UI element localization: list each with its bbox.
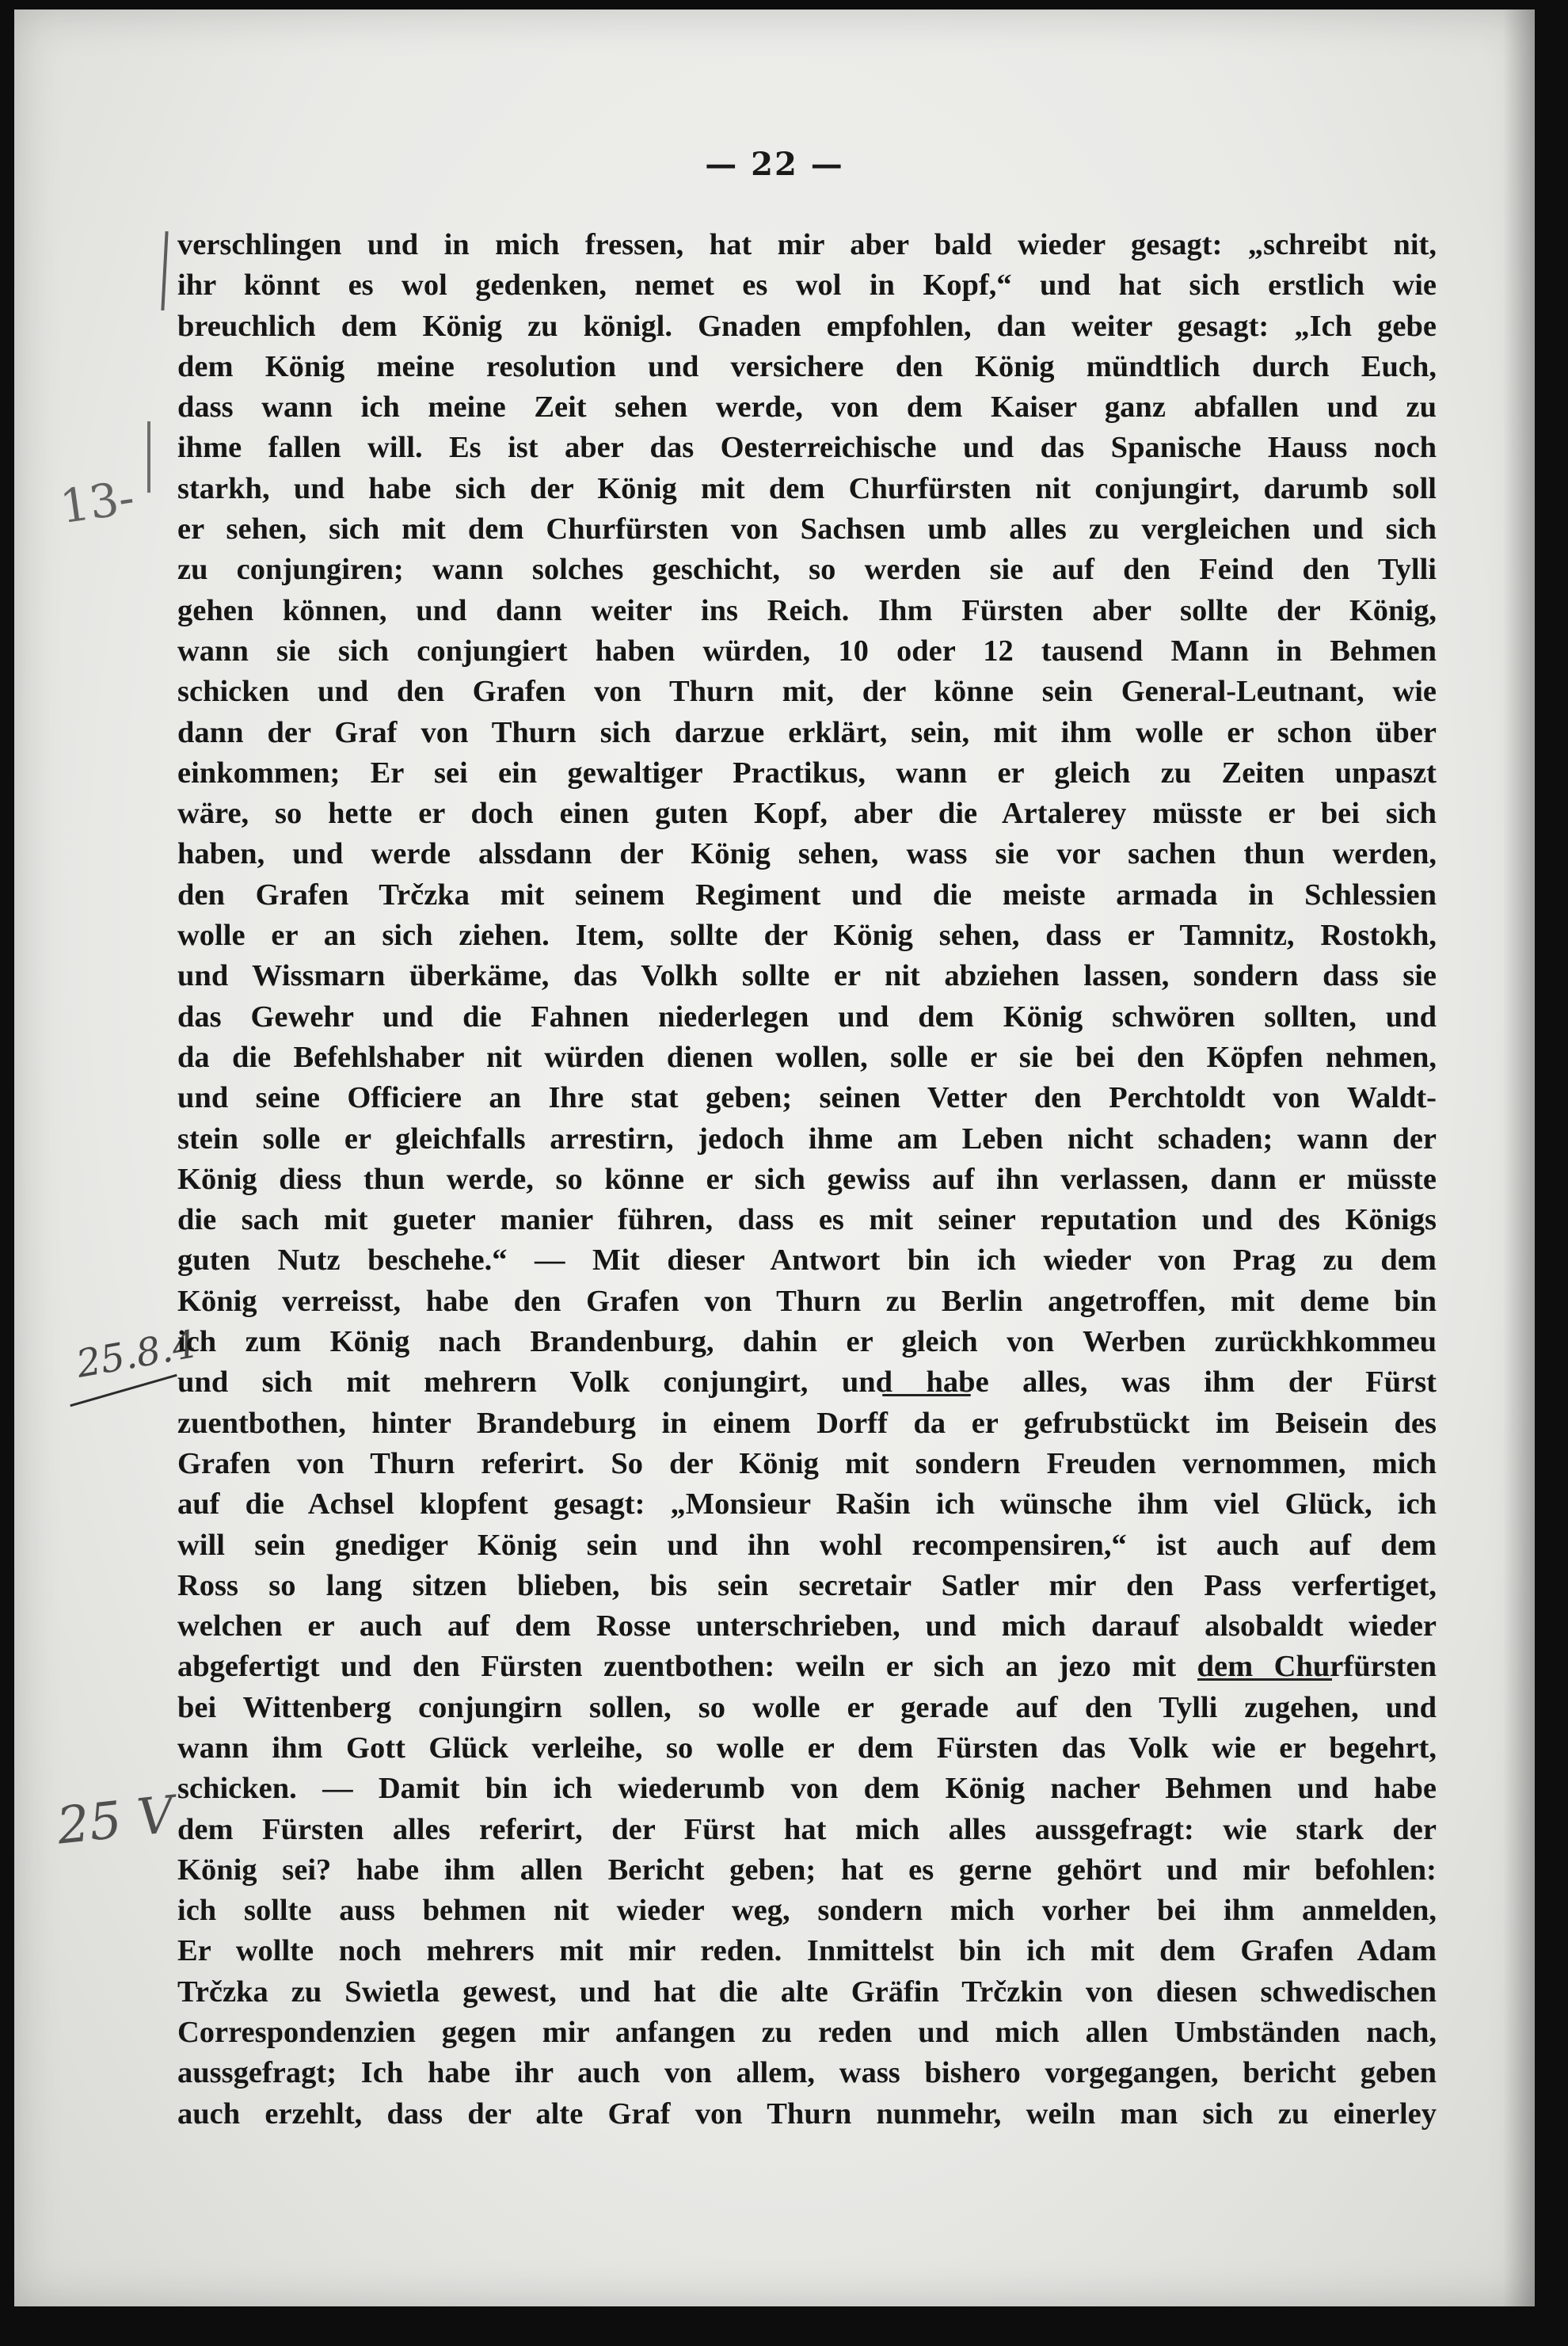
text-line: wolle er an sich ziehen. Item, sollte der König sehen, dass er Tamnitz, Rostokh, xyxy=(177,919,1437,953)
text-line: aussgefragt; Ich habe ihr auch von allem, wass bishero vorgegangen, bericht geben xyxy=(177,2056,1437,2090)
text-line: breuchlich dem König zu königl. Gnaden empfohlen, dan weiter gesagt: „Ich gebe xyxy=(177,309,1437,343)
text-line: und seine Officiere an Ihre stat geben; seinen Vetter den Perchtoldt von Waldt- xyxy=(177,1081,1437,1115)
text-line: Trčzka zu Swietla gewest, und hat die alte Gräfin Trčzkin von diesen schwedischen xyxy=(177,1975,1437,2009)
text-line: das Gewehr und die Fahnen niederlegen und dem König schwören sollten, und xyxy=(177,1000,1437,1034)
margin-annotation-x: 25 V xyxy=(54,1785,177,1857)
text-line: auch erzehlt, dass der alte Graf von Thurn nunmehr, weiln man sich zu einerley xyxy=(177,2097,1437,2131)
text-line: wäre, so hette er doch einen guten Kopf, aber die Artalerey müsste er bei sich xyxy=(177,797,1437,831)
margin-annotation-2584: 25.8.4 xyxy=(73,1322,200,1387)
text-line: starkh, und habe sich der König mit dem Churfürsten nit conjungirt, darumb soll xyxy=(177,471,1437,505)
text-line: König verreisst, habe den Grafen von Thurn zu Berlin angetroffen, mit deme bin xyxy=(177,1284,1437,1318)
body-text xyxy=(177,225,1437,2135)
text-line: welchen er auch auf dem Rosse unterschrieben, und mich darauf alsobaldt wieder xyxy=(177,1609,1437,1643)
text-line: haben, und werde alssdann der König sehen, wass sie vor sachen thun werden, xyxy=(177,837,1437,871)
text-line: Er wollte noch mehrers mit mir reden. Inmittelst bin ich mit dem Grafen Adam xyxy=(177,1934,1437,1968)
text-line: Grafen von Thurn referirt. So der König mit sondern Freuden vernommen, mich xyxy=(177,1446,1437,1480)
text-line: dann der Graf von Thurn sich darzue erklärt, sein, mit ihm wolle er schon über xyxy=(177,715,1437,749)
text-line: zuentbothen, hinter Brandeburg in einem Dorff da er gefrubstückt im Beisein des xyxy=(177,1406,1437,1440)
text-line: er sehen, sich mit dem Churfürsten von Sachsen umb alles zu vergleichen und sich xyxy=(177,512,1437,547)
text-line: die sach mit gueter manier führen, dass es mit seiner reputation und des Königs xyxy=(177,1203,1437,1237)
book-page xyxy=(14,10,1535,2306)
text-line: will sein gnediger König sein und ihn wohl recompensiren,“ ist auch auf dem xyxy=(177,1528,1437,1562)
text-line: dem König meine resolution und versichere den König mündtlich durch Euch, xyxy=(177,349,1437,383)
text-line: den Grafen Trčzka mit seinem Regiment und die meiste armada in Schlessien xyxy=(177,878,1437,912)
text-line: König diess thun werde, so könne er sich gewiss auf ihn verlassen, dann er müsste xyxy=(177,1162,1437,1196)
text-line: dem Fürsten alles referirt, der Fürst hat mich alles aussgefragt: wie stark der xyxy=(177,1812,1437,1846)
text-line: abgefertigt und den Fürsten zuentbothen: weiln er sich an jezo mit dem Churfürsten xyxy=(177,1650,1437,1684)
text-line: schicken. — Damit bin ich wiederumb von dem König nacher Behmen und habe xyxy=(177,1772,1437,1806)
text-line: Ross so lang sitzen blieben, bis sein secretair Satler mir den Pass verfertiget, xyxy=(177,1568,1437,1602)
text-line: verschlingen und in mich fressen, hat mir aber bald wieder gesagt: „schreibt nit, xyxy=(177,228,1437,261)
text-line: stein solle er gleichfalls arrestirn, jedoch ihme am Leben nicht schaden; wann der xyxy=(177,1122,1437,1156)
text-line: einkommen; Er sei ein gewaltiger Practikus, wann er gleich zu Zeiten unpaszt xyxy=(177,756,1437,790)
text-line: ich zum König nach Brandenburg, dahin er gleich von Werben zurückhkommeu xyxy=(177,1325,1437,1359)
text-line: bei Wittenberg conjungirn sollen, so wolle er gerade auf den Tylli zugehen, und xyxy=(177,1690,1437,1724)
page-edge-shadow xyxy=(1503,10,1535,2306)
text-line: gehen können, und dann weiter ins Reich. Ihm Fürsten aber sollte der König, xyxy=(177,593,1437,627)
text-line: ihr könnt es wol gedenken, nemet es wol in Kopf,“ und hat sich erstlich wie xyxy=(177,268,1437,303)
text-line: ich sollte auss behmen nit wieder weg, sondern mich vorher bei ihm anmelden, xyxy=(177,1894,1437,1928)
text-line: da die Befehlshaber nit würden dienen wollen, solle er sie bei den Köpfen nehmen, xyxy=(177,1040,1437,1074)
text-line: Correspondenzien gegen mir anfangen zu reden und mich allen Umbständen nach, xyxy=(177,2016,1437,2050)
text-line: wann ihm Gott Glück verleihe, so wolle er dem Fürsten das Volk wie er begehrt, xyxy=(177,1731,1437,1765)
text-line: dass wann ich meine Zeit sehen werde, von dem Kaiser ganz abfallen und zu xyxy=(177,390,1437,425)
margin-bracket-mark xyxy=(161,231,168,310)
text-line: wann sie sich conjungiert haben würden, 10 oder 12 tausend Mann in Behmen xyxy=(177,634,1437,668)
margin-annotation-13: 13- xyxy=(56,470,138,535)
page-number: — 22 — xyxy=(705,146,844,183)
text-line: und Wissmarn überkäme, das Volkh sollte er nit abziehen lassen, sondern dass sie xyxy=(177,959,1437,993)
text-line: und sich mit mehrern Volk conjungirt, und habe alles, was ihm der Fürst xyxy=(177,1365,1437,1400)
text-line: zu conjungiren; wann solches geschicht, so werden sie auf den Feind den Tylli xyxy=(177,553,1437,587)
text-line: guten Nutz beschehe.“ — Mit dieser Antwort bin ich wieder von Prag zu dem xyxy=(177,1243,1437,1278)
text-line: ihme fallen will. Es ist aber das Oesterreichische und das Spanische Hauss noch xyxy=(177,431,1437,465)
text-line: schicken und den Grafen von Thurn mit, der könne sein General-Leutnant, wie xyxy=(177,675,1437,709)
margin-bracket-mark xyxy=(147,421,150,493)
text-line: König sei? habe ihm allen Bericht geben; hat es gerne gehört und mir befohlen: xyxy=(177,1853,1437,1887)
text-line: auf die Achsel klopfent gesagt: „Monsieur Rašin ich wünsche ihm viel Glück, ich xyxy=(177,1487,1437,1521)
